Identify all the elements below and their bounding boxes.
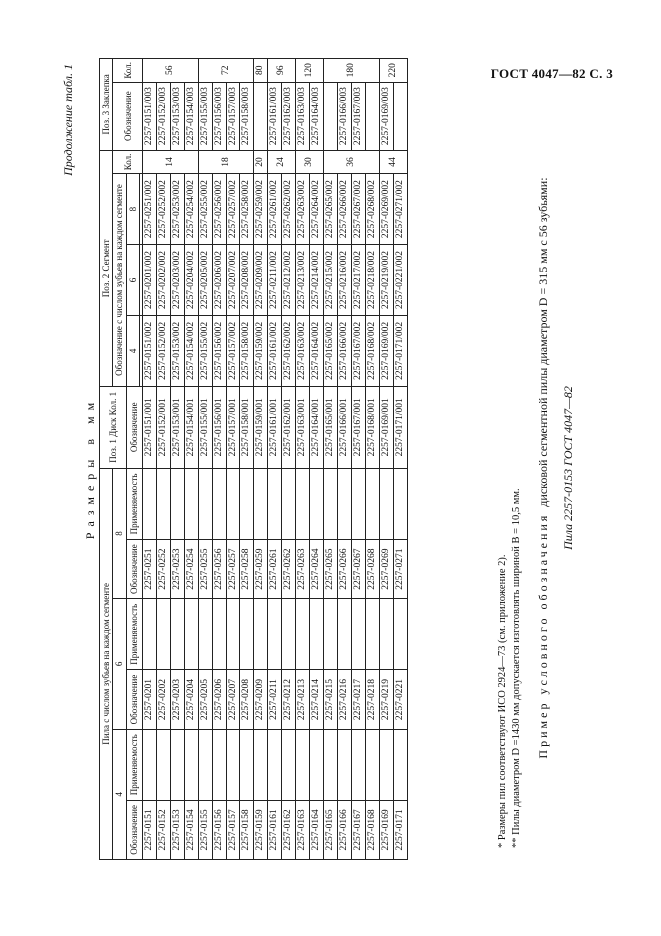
table-cell: 2257-0169/001 xyxy=(379,386,393,468)
rivet-designation-cell: 2257-0154/003 xyxy=(184,82,198,150)
table-cell: 2257-0169 xyxy=(379,800,393,859)
rivet-designation-header: Обозначение xyxy=(112,82,142,150)
table-cell: 2257-0154 xyxy=(184,800,198,859)
table-cell: 2257-0221/002 xyxy=(393,245,407,316)
table-cell: 2257-0165/001 xyxy=(323,386,337,468)
table-cell xyxy=(170,468,184,539)
table-row xyxy=(337,59,351,860)
table-cell: 2257-0211 xyxy=(267,670,281,729)
table-cell: 2257-0167 xyxy=(351,800,365,859)
table-cell xyxy=(142,468,156,539)
table-cell: 2257-0258 xyxy=(239,540,253,599)
table-row xyxy=(393,59,407,860)
table-cell: 2257-0161 xyxy=(267,800,281,859)
table-cell: 2257-0255 xyxy=(198,540,212,599)
rivet-designation-cell: 2257-0162/003 xyxy=(281,82,295,150)
table-cell xyxy=(226,729,240,800)
table-cell: 2257-0271/002 xyxy=(393,174,407,245)
table-cell: 2257-0204/002 xyxy=(184,245,198,316)
table-cell: 2257-0212/002 xyxy=(281,245,295,316)
table-cell xyxy=(337,729,351,800)
table-cell xyxy=(156,729,170,800)
table-cell: 2257-0269/002 xyxy=(379,174,393,245)
table-cell: 2257-0201/002 xyxy=(142,245,156,316)
table-cell xyxy=(309,729,323,800)
table-cell: 2257-0202/002 xyxy=(156,245,170,316)
group-saw-header: Пила с числом зубьев на каждом сегменте xyxy=(99,468,112,859)
footnote-2: ** Пилы диаметром D =1430 мм допускается изготовлять шириной B = 10,5 мм. xyxy=(510,488,522,848)
table-cell: 2257-0263/002 xyxy=(295,174,309,245)
table-row xyxy=(142,59,156,860)
example-line xyxy=(536,58,551,878)
table-cell: 2257-0211/002 xyxy=(267,245,281,316)
table-cell: 2257-0164/001 xyxy=(309,386,323,468)
table-cell: 2257-0153 xyxy=(170,800,184,859)
table-cell: 2257-0168 xyxy=(365,800,379,859)
h-designation: Обозначение xyxy=(126,540,142,599)
group-rivet-header: Поз. 3 Заклепка xyxy=(99,59,112,151)
footnotes xyxy=(496,488,524,848)
table-row xyxy=(281,59,295,860)
rotated-page xyxy=(61,58,601,878)
table-cell xyxy=(226,468,240,539)
page-header: ГОСТ 4047—82 С. 3 xyxy=(490,66,613,81)
rivet-qty-cell: 56 xyxy=(142,59,198,83)
h-designation: Обозначение xyxy=(126,800,142,859)
table-cell: 2257-0214 xyxy=(309,670,323,729)
table-row xyxy=(226,59,240,860)
table-cell: 2257-0213/002 xyxy=(295,245,309,316)
table-row xyxy=(309,59,323,860)
table-cell: 2257-0156/001 xyxy=(212,386,226,468)
rivet-designation-cell: 2257-0153/003 xyxy=(170,82,184,150)
table-cell: 2257-0213 xyxy=(295,670,309,729)
segment-qty-cell: 44 xyxy=(379,150,407,173)
table-cell: 2257-0161/002 xyxy=(267,315,281,386)
segment-qty-cell: 14 xyxy=(142,150,198,173)
table-cell xyxy=(212,599,226,670)
rivet-designation-cell xyxy=(365,82,379,150)
table-cell: 2257-0165/002 xyxy=(323,315,337,386)
table-cell: 2257-0206/002 xyxy=(212,245,226,316)
table-cell xyxy=(184,599,198,670)
table-cell: 2257-0159 xyxy=(253,800,267,859)
table-cell: 2257-0268/002 xyxy=(365,174,379,245)
table-cell xyxy=(267,599,281,670)
table-cell: 2257-0217/002 xyxy=(351,245,365,316)
table-cell xyxy=(379,599,393,670)
table-cell xyxy=(267,468,281,539)
table-cell: 2257-0266/002 xyxy=(337,174,351,245)
table-cell: 2257-0256 xyxy=(212,540,226,599)
table-cell: 2257-0201 xyxy=(142,670,156,729)
table-cell: 2257-0256/002 xyxy=(212,174,226,245)
rivet-designation-cell: 2257-0152/003 xyxy=(156,82,170,150)
rivet-qty-cell: 220 xyxy=(379,59,407,83)
segment-qty-cell: 18 xyxy=(198,150,254,173)
table-cell: 2257-0253 xyxy=(170,540,184,599)
table-cell: 2257-0168/001 xyxy=(365,386,379,468)
table-cell xyxy=(309,599,323,670)
table-row xyxy=(365,59,379,860)
table-cell xyxy=(156,468,170,539)
table-cell: 2257-0219 xyxy=(379,670,393,729)
sizes-label: Размеры в мм xyxy=(82,396,97,540)
table-cell: 2257-0208 xyxy=(239,670,253,729)
example-heading: Пример условного обозначения xyxy=(535,512,550,759)
seg-teeth-4: 4 xyxy=(126,315,139,386)
table-cell: 2257-0205/002 xyxy=(198,245,212,316)
table-cell: 2257-0161/001 xyxy=(267,386,281,468)
table-cell: 2257-0251 xyxy=(142,540,156,599)
table-cell: 2257-0257 xyxy=(226,540,240,599)
table-cell xyxy=(365,599,379,670)
teeth-4-header: 4 xyxy=(112,729,125,859)
table-cell: 2257-0167/001 xyxy=(351,386,365,468)
table-cell: 2257-0157 xyxy=(226,800,240,859)
table-cell: 2257-0261 xyxy=(267,540,281,599)
table-row xyxy=(170,59,184,860)
table-cell: 2257-0158/001 xyxy=(239,386,253,468)
h-applicability: Применяемость xyxy=(126,599,142,670)
table-cell: 2257-0171 xyxy=(393,800,407,859)
table-cell: 2257-0265/002 xyxy=(323,174,337,245)
table-cell: 2257-0154/002 xyxy=(184,315,198,386)
table-cell xyxy=(156,599,170,670)
table-cell: 2257-0207/002 xyxy=(226,245,240,316)
table-cell xyxy=(337,599,351,670)
segment-qty-cell: 20 xyxy=(253,150,267,173)
table-cell xyxy=(281,468,295,539)
table-row xyxy=(295,59,309,860)
segment-qty-cell: 36 xyxy=(323,150,379,173)
table-cell: 2257-0217 xyxy=(351,670,365,729)
table-row xyxy=(267,59,281,860)
table-cell: 2257-0209/002 xyxy=(253,245,267,316)
table-cell xyxy=(142,729,156,800)
rivet-qty-cell: 80 xyxy=(253,59,267,83)
table-cell: 2257-0212 xyxy=(281,670,295,729)
table-cell xyxy=(226,599,240,670)
table-cell: 2257-0268 xyxy=(365,540,379,599)
table-cell: 2257-0153/001 xyxy=(170,386,184,468)
table-cell: 2257-0262 xyxy=(281,540,295,599)
table-cell: 2257-0155/001 xyxy=(198,386,212,468)
table-cell: 2257-0166/001 xyxy=(337,386,351,468)
table-cell: 2257-0264 xyxy=(309,540,323,599)
table-cell xyxy=(198,599,212,670)
rivet-designation-cell: 2257-0166/003 xyxy=(337,82,351,150)
rivet-qty-header: Кол. xyxy=(112,59,142,83)
table-cell: 2257-0267/002 xyxy=(351,174,365,245)
table-cell xyxy=(393,729,407,800)
table-cell: 2257-0215 xyxy=(323,670,337,729)
table-cell: 2257-0257/002 xyxy=(226,174,240,245)
table-cell: 2257-0254/002 xyxy=(184,174,198,245)
table-cell: 2257-0169/002 xyxy=(379,315,393,386)
table-cell xyxy=(170,729,184,800)
table-cell xyxy=(309,468,323,539)
table-cell xyxy=(295,468,309,539)
segment-qty-cell: 30 xyxy=(295,150,323,173)
table-cell: 2257-0218/002 xyxy=(365,245,379,316)
table-cell xyxy=(184,468,198,539)
table-cell xyxy=(198,729,212,800)
table-cell: 2257-0151 xyxy=(142,800,156,859)
parts-table xyxy=(99,58,408,860)
group-segment-header: Поз. 2 Сегмент xyxy=(99,150,112,386)
table-cell: 2257-0203 xyxy=(170,670,184,729)
table-cell: 2257-0162 xyxy=(281,800,295,859)
table-row xyxy=(253,59,267,860)
table-cell: 2257-0162/002 xyxy=(281,315,295,386)
rivet-designation-cell: 2257-0169/003 xyxy=(379,82,393,150)
table-cell: 2257-0156 xyxy=(212,800,226,859)
table-cell: 2257-0158/002 xyxy=(239,315,253,386)
table-cell: 2257-0163/001 xyxy=(295,386,309,468)
segment-qty-header: Кол. xyxy=(112,150,142,173)
table-cell xyxy=(239,729,253,800)
table-cell xyxy=(323,729,337,800)
table-cell: 2257-0159/001 xyxy=(253,386,267,468)
rivet-designation-cell xyxy=(253,82,267,150)
table-cell: 2257-0259 xyxy=(253,540,267,599)
table-cell xyxy=(198,468,212,539)
table-cell: 2257-0215/002 xyxy=(323,245,337,316)
table-cell xyxy=(253,599,267,670)
table-cell: 2257-0168/002 xyxy=(365,315,379,386)
table-cell xyxy=(281,599,295,670)
h-disk-designation: Обозначение xyxy=(126,386,142,468)
table-row xyxy=(351,59,365,860)
table-cell: 2257-0151/002 xyxy=(142,315,156,386)
table-cell: 2257-0159/002 xyxy=(253,315,267,386)
table-cell xyxy=(281,729,295,800)
table-cell: 2257-0261/002 xyxy=(267,174,281,245)
teeth-6-header: 6 xyxy=(112,599,125,729)
table-cell: 2257-0271 xyxy=(393,540,407,599)
h-designation: Обозначение xyxy=(126,670,142,729)
table-cell: 2257-0155/002 xyxy=(198,315,212,386)
table-cell: 2257-0263 xyxy=(295,540,309,599)
table-cell: 2257-0202 xyxy=(156,670,170,729)
table-row xyxy=(379,59,393,860)
table-cell xyxy=(170,599,184,670)
seg-teeth-6: 6 xyxy=(126,245,139,316)
rivet-designation-cell xyxy=(393,82,407,150)
table-cell xyxy=(379,729,393,800)
table-cell xyxy=(323,468,337,539)
rivet-designation-cell xyxy=(323,82,337,150)
table-row xyxy=(239,59,253,860)
table-row xyxy=(212,59,226,860)
segment-qty-cell: 24 xyxy=(267,150,295,173)
rivet-designation-cell: 2257-0156/003 xyxy=(212,82,226,150)
table-cell: 2257-0163 xyxy=(295,800,309,859)
table-cell: 2257-0203/002 xyxy=(170,245,184,316)
table-cell: 2257-0216 xyxy=(337,670,351,729)
table-cell: 2257-0252/002 xyxy=(156,174,170,245)
table-cell: 2257-0258/002 xyxy=(239,174,253,245)
rivet-designation-cell: 2257-0163/003 xyxy=(295,82,309,150)
table-cell: 2257-0164/002 xyxy=(309,315,323,386)
table-cell: 2257-0207 xyxy=(226,670,240,729)
table-cell: 2257-0156/002 xyxy=(212,315,226,386)
table-cell: 2257-0204 xyxy=(184,670,198,729)
table-cell: 2257-0267 xyxy=(351,540,365,599)
table-cell: 2257-0221 xyxy=(393,670,407,729)
rivet-designation-cell: 2257-0157/003 xyxy=(226,82,240,150)
table-cell: 2257-0152 xyxy=(156,800,170,859)
table-cell xyxy=(295,729,309,800)
rivet-designation-cell: 2257-0161/003 xyxy=(267,82,281,150)
table-cell: 2257-0269 xyxy=(379,540,393,599)
table-cell: 2257-0152/002 xyxy=(156,315,170,386)
table-cell: 2257-0157/002 xyxy=(226,315,240,386)
table-cell: 2257-0205 xyxy=(198,670,212,729)
table-cell: 2257-0164 xyxy=(309,800,323,859)
rivet-designation-cell: 2257-0158/003 xyxy=(239,82,253,150)
table-cell: 2257-0153/002 xyxy=(170,315,184,386)
table-cell: 2257-0254 xyxy=(184,540,198,599)
table-cell: 2257-0155 xyxy=(198,800,212,859)
table-cell: 2257-0165 xyxy=(323,800,337,859)
table-cell xyxy=(212,468,226,539)
h-applicability: Применяемость xyxy=(126,468,142,539)
table-row xyxy=(184,59,198,860)
rivet-qty-cell: 96 xyxy=(267,59,295,83)
table-cell: 2257-0163/002 xyxy=(295,315,309,386)
table-cell xyxy=(253,468,267,539)
table-row xyxy=(156,59,170,860)
table-cell: 2257-0214/002 xyxy=(309,245,323,316)
footnote-1: * Размеры пил соответствуют ИСО 2924—73 (см. приложение 2). xyxy=(496,554,508,848)
rivet-qty-cell: 180 xyxy=(323,59,379,83)
table-cell xyxy=(295,599,309,670)
table-cell: 2257-0162/001 xyxy=(281,386,295,468)
table-cell xyxy=(379,468,393,539)
table-cell: 2257-0208/002 xyxy=(239,245,253,316)
table-cell: 2257-0154/001 xyxy=(184,386,198,468)
table-cell: 2257-0166 xyxy=(337,800,351,859)
segment-sub-header: Обозначение с числом зубьев на каждом сегменте xyxy=(112,174,125,387)
table-cell: 2257-0152/001 xyxy=(156,386,170,468)
table-cell: 2257-0158 xyxy=(239,800,253,859)
example-title: Пила 2257-0153 ГОСТ 4047—82 xyxy=(560,386,575,550)
h-applicability: Применяемость xyxy=(126,729,142,800)
table-cell: 2257-0151/001 xyxy=(142,386,156,468)
table-cell xyxy=(393,599,407,670)
table-cell: 2257-0255/002 xyxy=(198,174,212,245)
table-cell xyxy=(142,599,156,670)
table-cell: 2257-0253/002 xyxy=(170,174,184,245)
table-cell: 2257-0167/002 xyxy=(351,315,365,386)
rivet-designation-cell: 2257-0151/003 xyxy=(142,82,156,150)
table-cell: 2257-0262/002 xyxy=(281,174,295,245)
table-cell xyxy=(365,729,379,800)
table-cell xyxy=(351,468,365,539)
table-cell: 2257-0252 xyxy=(156,540,170,599)
table-cell xyxy=(351,729,365,800)
table-cell: 2257-0171/002 xyxy=(393,315,407,386)
example-text: дисковой сегментной пилы диаметром D = 315 мм с 56 зубьями: xyxy=(535,177,550,507)
table-cell xyxy=(393,468,407,539)
table-row xyxy=(323,59,337,860)
table-cell xyxy=(337,468,351,539)
table-cell: 2257-0157/001 xyxy=(226,386,240,468)
table-cell: 2257-0251/002 xyxy=(142,174,156,245)
rivet-designation-cell: 2257-0164/003 xyxy=(309,82,323,150)
group-disk-header: Поз. 1 Диск Кол. 1 xyxy=(99,386,126,468)
rivet-qty-cell: 120 xyxy=(295,59,323,83)
rivet-qty-cell: 72 xyxy=(198,59,254,83)
table-cell: 2257-0218 xyxy=(365,670,379,729)
table-cell: 2257-0264/002 xyxy=(309,174,323,245)
table-cell: 2257-0171/001 xyxy=(393,386,407,468)
table-cell xyxy=(365,468,379,539)
table-cell: 2257-0219/002 xyxy=(379,245,393,316)
table-cell: 2257-0166/002 xyxy=(337,315,351,386)
table-cell xyxy=(239,468,253,539)
seg-teeth-8: 8 xyxy=(126,174,139,245)
table-cell xyxy=(184,729,198,800)
teeth-8-header: 8 xyxy=(112,468,125,598)
table-cell xyxy=(267,729,281,800)
continuation-label: Продолжение табл. 1 xyxy=(60,64,75,176)
table-cell xyxy=(239,599,253,670)
rivet-designation-cell: 2257-0167/003 xyxy=(351,82,365,150)
table-cell: 2257-0265 xyxy=(323,540,337,599)
table-cell: 2257-0266 xyxy=(337,540,351,599)
table-cell: 2257-0216/002 xyxy=(337,245,351,316)
table-cell: 2257-0259/002 xyxy=(253,174,267,245)
table-cell xyxy=(351,599,365,670)
table-cell xyxy=(323,599,337,670)
table-cell: 2257-0209 xyxy=(253,670,267,729)
table-cell: 2257-0206 xyxy=(212,670,226,729)
rivet-designation-cell: 2257-0155/003 xyxy=(198,82,212,150)
table-row xyxy=(198,59,212,860)
table-body xyxy=(142,59,407,860)
table-cell xyxy=(253,729,267,800)
table-cell xyxy=(212,729,226,800)
